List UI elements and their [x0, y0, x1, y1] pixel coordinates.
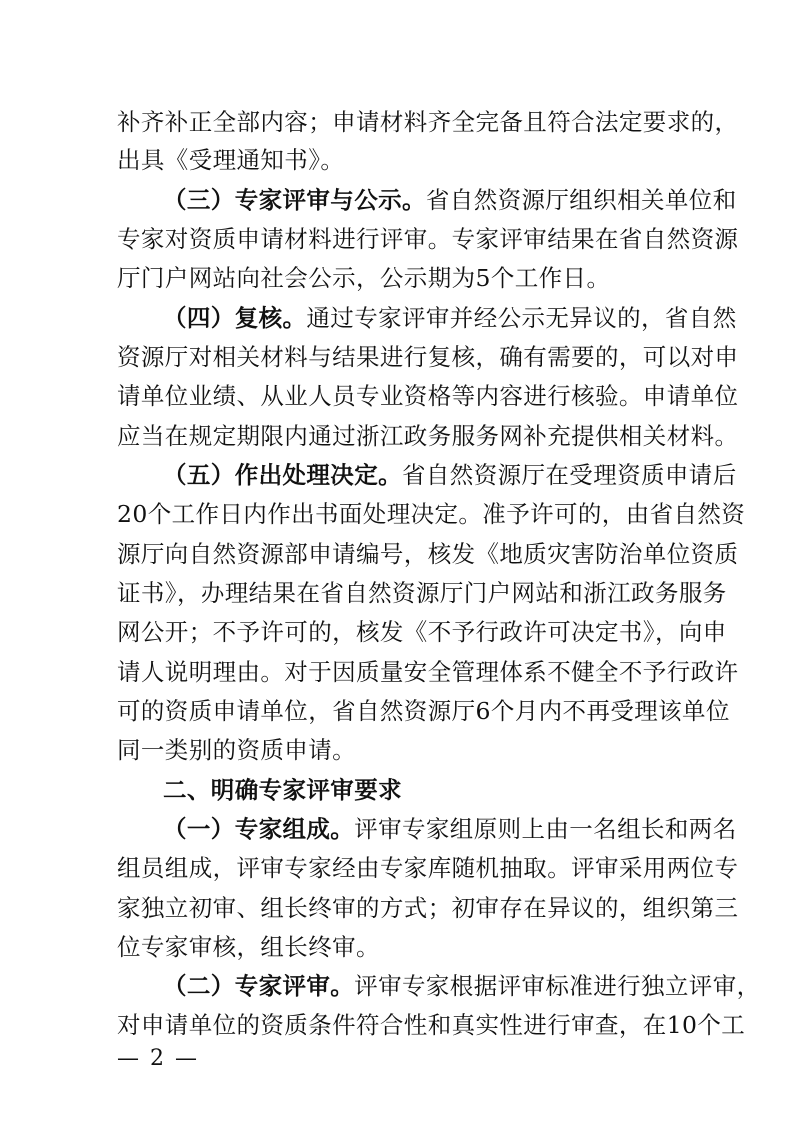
paragraph-lead: （一）专家组成。: [163, 815, 355, 843]
text-line: 厅门户网站向社会公示，公示期为5个工作日。: [117, 264, 611, 292]
paragraph-first-line: [163, 971, 761, 1001]
text-line: 评审专家根据评审标准进行独立评审，: [354, 972, 761, 1000]
text-line: 省自然资源厅在受理资质申请后: [402, 461, 737, 489]
text-line: 20个工作日内作出书面处理决定。准予许可的，由省自然资: [117, 500, 746, 528]
text-line: 补齐补正全部内容；申请材料齐全完备且符合法定要求的，: [117, 108, 739, 136]
paragraph-lead: （二）专家评审。: [163, 972, 355, 1000]
text-line: 位专家审核，组长终审。: [117, 933, 380, 961]
page-number: — 2 —: [117, 1046, 199, 1071]
paragraph-first-line: [163, 303, 737, 333]
text-line: 专家对资质申请材料进行评审。专家评审结果在省自然资源: [117, 225, 739, 253]
text-line: 通过专家评审并经公示无异议的，省自然: [306, 304, 737, 332]
paragraph-lead: （三）专家评审与公示。: [163, 186, 426, 214]
section-heading: 二、明确专家评审要求: [163, 776, 402, 804]
paragraph-lead: （五）作出处理决定。: [163, 461, 402, 489]
paragraph-first-line: [163, 460, 737, 490]
text-line: 应当在规定期限内通过浙江政务服务网补充提供相关材料。: [117, 422, 739, 450]
text-line: 评审专家组原则上由一名组长和两名: [354, 815, 737, 843]
paragraph-first-line: [163, 814, 737, 844]
text-line: 请人说明理由。对于因质量安全管理体系不健全不予行政许: [117, 658, 739, 686]
text-line: 出具《受理通知书》。: [117, 146, 345, 174]
paragraph-first-line: [163, 185, 737, 215]
paragraph-lead: （四）复核。: [163, 304, 307, 332]
text-line: 源厅向自然资源部申请编号，核发《地质灾害防治单位资质: [117, 540, 739, 568]
text-line: 对申请单位的资质条件符合性和真实性进行审查，在10个工: [117, 1011, 746, 1039]
text-line: 资源厅对相关材料与结果进行复核，确有需要的，可以对申: [117, 343, 739, 371]
text-line: 家独立初审、组长终审的方式；初审存在异议的，组织第三: [117, 894, 739, 922]
text-line: 同一类别的资质申请。: [117, 736, 356, 764]
text-line: 省自然资源厅组织相关单位和: [425, 186, 737, 214]
text-line: 网公开；不予许可的，核发《不予行政许可决定书》，向申: [117, 618, 727, 646]
text-line: 可的资质申请单位，省自然资源厅6个月内不再受理该单位: [117, 697, 730, 725]
text-line: 组员组成，评审专家经由专家库随机抽取。评审采用两位专: [117, 854, 739, 882]
text-line: 证书》，办理结果在省自然资源厅门户网站和浙江政务服务: [117, 579, 727, 607]
text-line: 请单位业绩、从业人员专业资格等内容进行核验。申请单位: [117, 382, 739, 410]
